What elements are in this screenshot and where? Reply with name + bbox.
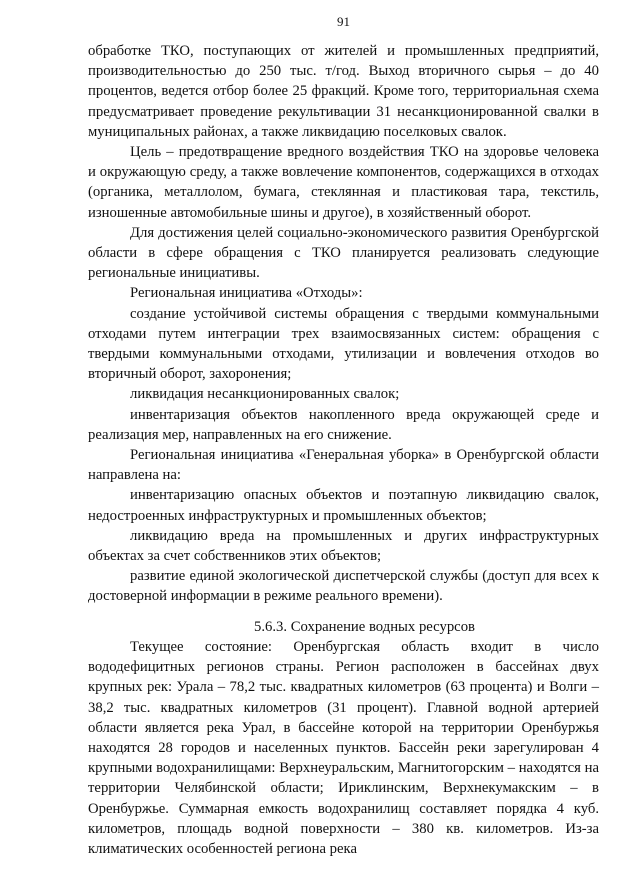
paragraph-goal: Цель – предотвращение вредного воздействия ТКО на здоровье человека и окружающую среду, а также вовлечение компонентов, содержащихся в отходах (органика, металлолом, бумага, стеклянная и пластиковая тара, текстиль, изношенные автомобильные шины и другое), в хозяйственный оборот.	[88, 144, 599, 221]
document-page	[88, 0, 599, 882]
list-item: ликвидацию вреда на промышленных и других инфраструктурных объектах за счет собственников этих объектов;	[88, 527, 599, 565]
initiative-cleanup-title: Региональная инициатива «Генеральная уборка» в Оренбургской области направлена на:	[88, 447, 599, 484]
section-heading: 5.6.3. Сохранение водных ресурсов	[253, 618, 475, 635]
paragraph-initiatives-intro: Для достижения целей социально-экономического развития Оренбургской области в сфере обращения с ТКО планируется реализовать следующие региональные инициативы.	[88, 224, 599, 282]
page-number: 91	[337, 14, 350, 29]
list-item: инвентаризацию опасных объектов и поэтапную ликвидацию свалок, недостроенных инфраструктурных и промышленных объектов;	[88, 487, 599, 524]
list-item: инвентаризация объектов накопленного вреда окружающей среде и реализация мер, направленных на его снижение.	[88, 406, 599, 443]
paragraph-water-resources: Текущее состояние: Оренбургская область входит в число вододефицитных регионов страны. Регион расположен в бассейнах двух крупных рек: Урала – 78,2 тыс. квадратных километров (63 процента) и Волги – 38,2 тыс. квадратных километров (31 процент). Главной водной артерией области является река Урал, в бассейне которой на территории Оренбуржья находятся 28 городов и населенных пунктов. Бассейн реки зарегулирован 4 крупными водохранилищами: Верхнеуральским, Магнитогорским – находятся на территории Челябинской области; Ириклинским, Верхнекумакским – в Оренбуржье. Суммарная емкость водохранилищ составляет порядка 4 куб. километров, площадь водной поверхности – 380 кв. километров. Из-за климатических особенностей региона река	[88, 638, 599, 857]
list-item: ликвидация несанкционированных свалок;	[130, 386, 400, 403]
document-body	[88, 41, 599, 859]
initiative-waste-title: Региональная инициатива «Отходы»:	[130, 285, 363, 302]
list-item: создание устойчивой системы обращения с твердыми коммунальными отходами путем интеграции трех взаимосвязанных систем: обращения с твердыми коммунальными отходами, утилизации и вовлечения отходов во вторичный оборот, захоронения;	[88, 305, 599, 383]
paragraph-continuation: обработке ТКО, поступающих от жителей и промышленных предприятий, производительностью до 250 тыс. т/год. Выход вторичного сырья – до 40 процентов, ведется отбор более 25 фракций. Кроме того, территориальная схема предусматривает проведение рекультивации 31 несанкционированной свалки в муниципальных районах, а также ликвидацию поселковых свалок.	[88, 43, 599, 140]
list-item: развитие единой экологической диспетчерской службы (доступ для всех к достоверной информации в режиме реального времени).	[88, 568, 599, 605]
